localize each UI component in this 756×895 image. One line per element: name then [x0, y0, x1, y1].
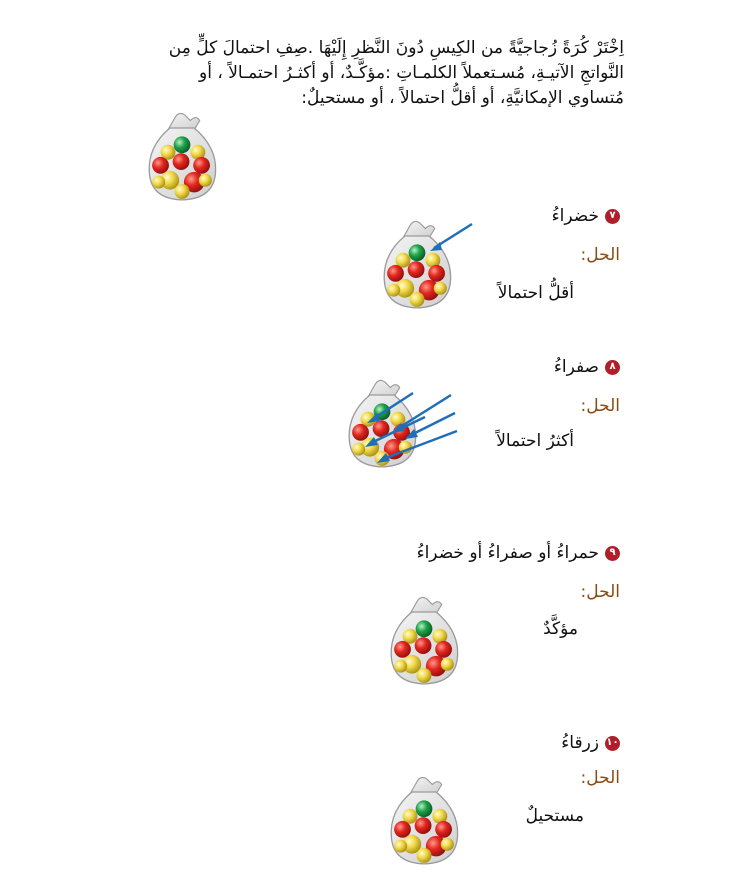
problem-number-badge: ٨	[605, 360, 620, 375]
problem-number-badge: ٧	[605, 209, 620, 224]
problem-question: حمراءُ أو صفراءُ أو خضراءُ	[416, 543, 599, 563]
problem-9	[417, 543, 620, 563]
solution-label: الحل:	[580, 245, 620, 265]
problem-10	[561, 733, 620, 753]
problem-question: زرقاءُ	[561, 733, 599, 753]
marble-bag-image	[140, 108, 224, 204]
arrow-icon	[420, 218, 480, 258]
instructions-paragraph: اِخْتَرْ كُرَةً زُجاجيَّةً من الكِيسِ دُونَ النَّظرِ إِلَيْهَا .صِفِ احتمالَ كلٍّ مِن النَّواتجِ الآتيـةِ، مُسـتعملاً الكلمـاتِ :مؤكَّـدٌ، أو أكثـرُ احتمـالاً ، أو مُتساوي الإمكانيَّةِ، أو أقلُّ احتمالاً ، أو مستحيلٌ:	[168, 38, 624, 108]
solution-label: الحل:	[580, 768, 620, 788]
answer-text: أكثرُ احتمالاً	[496, 431, 574, 451]
problem-8	[554, 357, 620, 377]
problem-question: خضراءُ	[551, 206, 599, 226]
problem-number-badge: ٩	[605, 546, 620, 561]
answer-text: مستحيلٌ	[525, 806, 584, 826]
problem-question: صفراءُ	[553, 357, 599, 377]
solution-label: الحل:	[580, 396, 620, 416]
problem-number-badge: ١٠	[605, 736, 620, 751]
marble-bag-image	[382, 772, 466, 868]
solution-label: الحل:	[580, 582, 620, 602]
marble-bag-image	[382, 592, 466, 688]
arrows-icon	[355, 385, 465, 470]
answer-text: مؤكَّدٌ	[543, 619, 578, 639]
problem-7	[552, 206, 620, 226]
answer-text: أقلُّ احتمالاً	[497, 283, 574, 303]
